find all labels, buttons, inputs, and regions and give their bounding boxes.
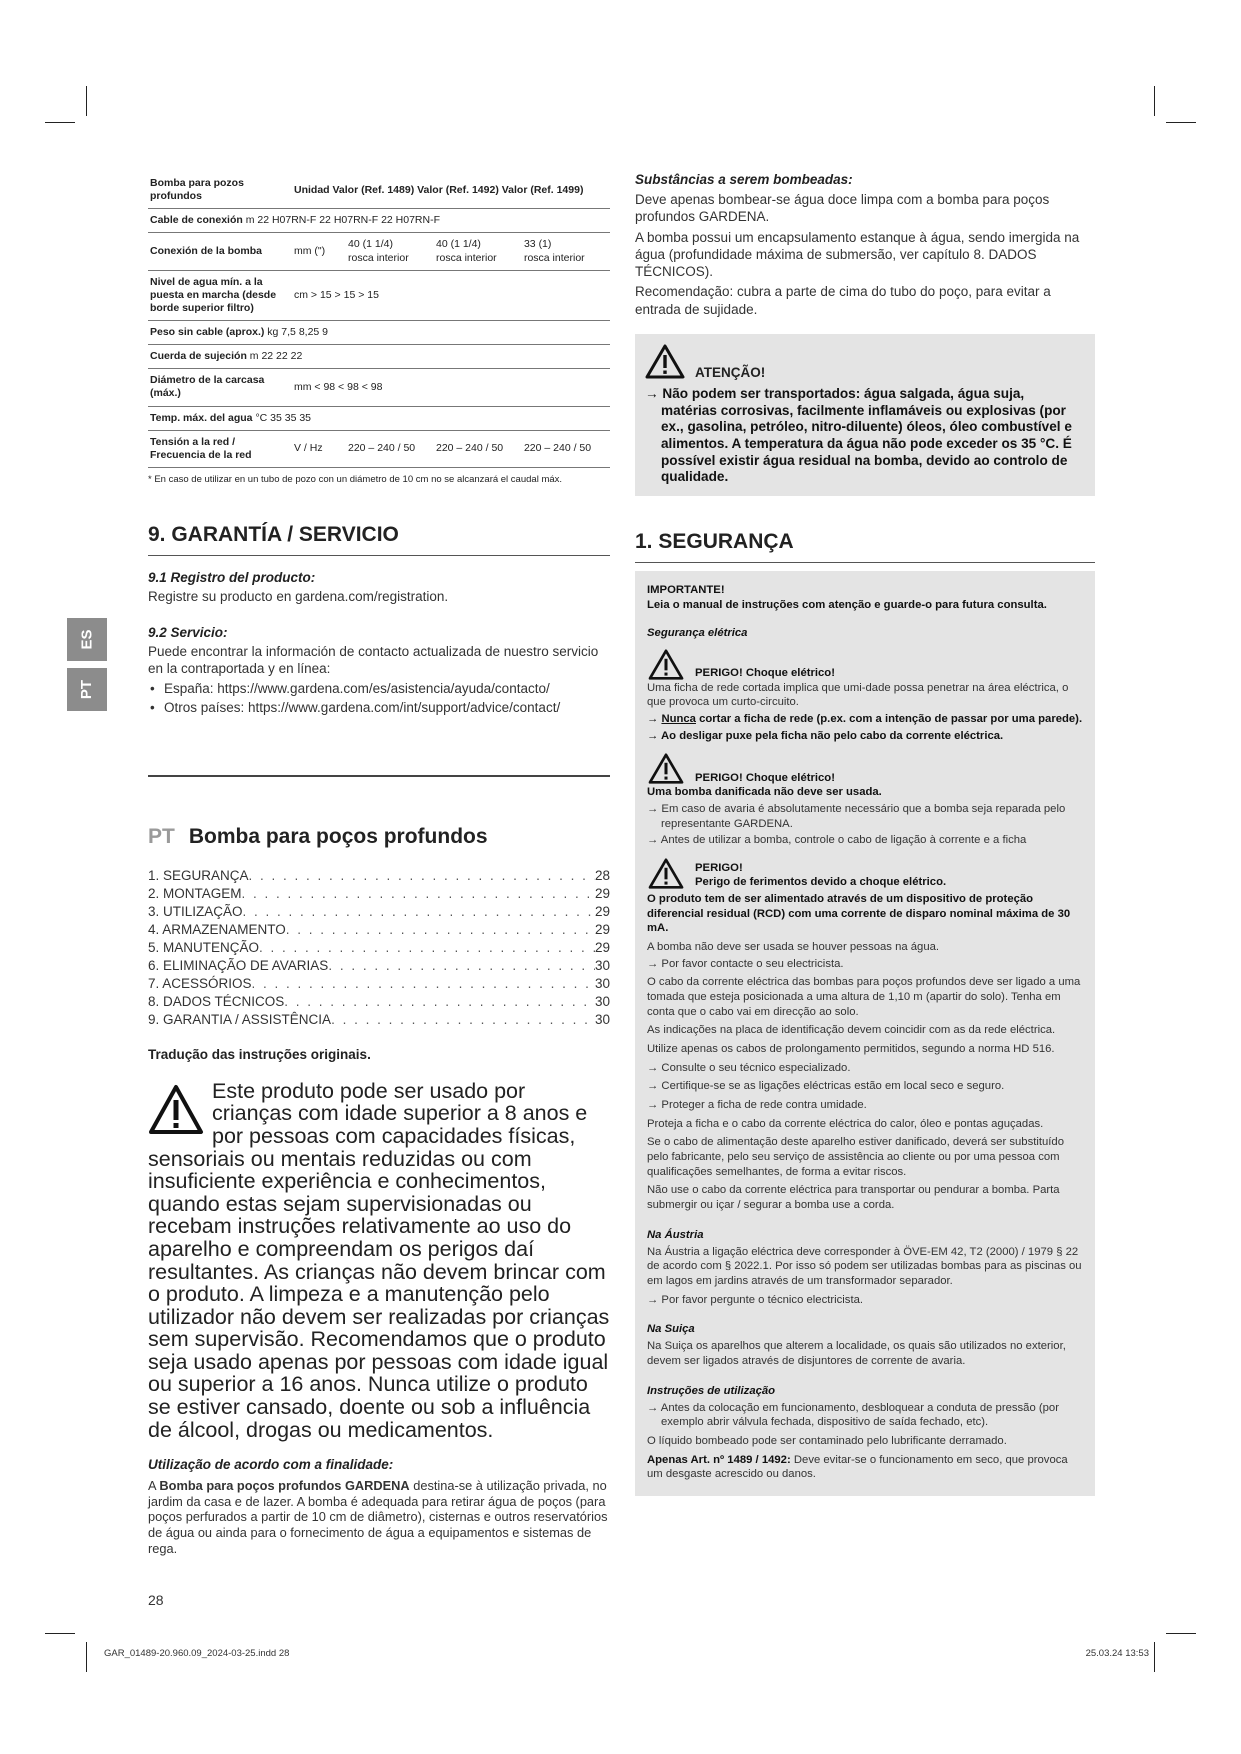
crop-mark [1166, 122, 1196, 123]
row-values: m 22 22 22 [249, 350, 303, 363]
table-row [148, 406, 610, 430]
danger2-title: PERIGO! Choque elétrico! [695, 771, 835, 784]
attention-title: ATENÇÃO! [695, 364, 766, 380]
row-unit: V / Hz [292, 430, 346, 467]
row-label: Tensión a la red / Frecuencia de la red [148, 430, 292, 467]
protect-humidity: → Proteger a ficha de rede contra umidade. [647, 1098, 867, 1111]
warning-triangle-icon [148, 1084, 204, 1136]
important-text: Leia o manual de instruções com atenção e guarde-o para futura consulta. [647, 598, 1047, 611]
austria-heading: Na Áustria [647, 1228, 704, 1241]
intended-use-body: destina-se à utilização privada, no jardim da casa e de lazer. A bomba é adequada para retirar água de poços (para poços perfurados a partir de 10 cm de diâmetro), cisternas e outros reservatórios de água ou ainda para o fornecimento de água a equipamentos e sistemas de rega. [148, 1478, 608, 1556]
toc-leader-dots [286, 921, 595, 939]
toc-leader-dots [259, 939, 595, 957]
service-bullet-other: • Otros países: https://www.gardena.com/int/support/advice/contact/ [148, 699, 610, 717]
toc-leader-dots [284, 993, 595, 1011]
toc-entry-label: 6. ELIMINAÇÃO DE AVARIAS [148, 957, 329, 973]
row-unit: mm (") [292, 233, 346, 270]
table-row [148, 321, 610, 345]
never-word: Nunca [661, 712, 696, 725]
danger2-subtitle: Uma bomba danificada não deve ser usada. [647, 786, 882, 799]
toc-entry-page: 30 [594, 1011, 610, 1027]
attention-box [635, 334, 1095, 496]
toc-entry-page: 29 [594, 903, 610, 919]
danger1-action1 [647, 712, 1083, 727]
table-row [148, 430, 610, 467]
toc-entry-label: 3. UTILIZAÇÃO [148, 903, 243, 919]
row-label: Nivel de agua mín. a la puesta en marcha (desde borde superior filtro) [148, 270, 292, 320]
toc-entry-page: 30 [594, 993, 610, 1009]
no-people-text: A bomba não deve ser usada se houver pessoas na água. [647, 940, 940, 953]
registration-heading: 9.1 Registro del producto: [148, 569, 316, 585]
crop-mark [45, 122, 75, 123]
electrical-safety-heading: Segurança elétrica [647, 626, 748, 639]
action-text: cortar a ficha de rede (p.ex. com a intenção de passar por uma parede). [695, 712, 1083, 725]
toc-entry[interactable] [148, 975, 610, 993]
danger3-subtitle: Perigo de ferimentos devido a choque elétrico. [695, 876, 947, 889]
danger-block-3 [647, 858, 1083, 890]
pt-product-title: Bomba para poços profundos [188, 824, 488, 848]
cable-height-text: O cabo da corrente eléctrica das bombas para poços profundos deve ser ligado a uma tomada que esteja posicionada a uma altura de 1,10 m (apartir do solo). Tenha em conta que o cabo vai em direcção ao solo. [647, 976, 1081, 1018]
crop-mark [1166, 1633, 1196, 1634]
service-text: Puede encontrar la información de contacto actualizada de nuestro servicio en la contraportada y en línea: [148, 644, 599, 677]
protect-plug-text: Proteja a ficha e o cabo da corrente eléctrica do calor, óleo e pontas aguçadas. [647, 1117, 1044, 1130]
row-value: 220 – 240 / 50 [522, 430, 610, 467]
pt-title [148, 825, 610, 849]
row-label: Cable de conexión [150, 214, 243, 227]
arrow-prefix: → [647, 712, 662, 725]
austria-action: → Por favor pergunte o técnico electricista. [647, 1293, 863, 1306]
row-values: °C 35 35 35 [255, 411, 312, 424]
crop-mark [86, 1642, 87, 1672]
row-value: 40 (1 1/4) [435, 238, 481, 251]
crop-mark [86, 86, 87, 116]
warning-triangle-icon [647, 753, 685, 785]
toc-entry-page: 29 [594, 921, 610, 937]
footer-date: 25.03.24 13:53 [1085, 1648, 1149, 1659]
row-values: kg 7,5 8,25 9 [267, 326, 329, 338]
row-label: Temp. máx. del agua [150, 411, 253, 424]
table-of-contents [148, 867, 610, 1029]
warning-triangle-icon [645, 344, 685, 380]
table-row [148, 369, 610, 406]
toc-leader-dots [331, 1011, 595, 1029]
service-bullet-spain: • España: https://www.gardena.com/es/asistencia/ayuda/contacto/ [148, 680, 610, 698]
registration-text: Registre su producto en gardena.com/registration. [148, 588, 449, 604]
toc-entry-label: 1. SEGURANÇA [148, 867, 249, 883]
row-label: Peso sin cable (aprox.) [150, 326, 265, 338]
left-column [148, 172, 610, 1556]
toc-entry-label: 2. MONTAGEM [148, 885, 242, 901]
intended-use-prefix: A [148, 1478, 160, 1494]
table-row [148, 233, 610, 270]
toc-entry-label: 4. ARMAZENAMENTO [148, 921, 286, 937]
language-tab-es[interactable]: ES [67, 618, 107, 661]
toc-entry-page: 30 [594, 975, 610, 991]
table-footnote: * En caso de utilizar en un tubo de pozo con un diámetro de 10 cm no se alcanzará el caudal máx. [148, 473, 563, 485]
dry-connections: → Certifique-se se as ligações eléctricas estão em local seco e seguro. [647, 1080, 1005, 1093]
dry-run-text [647, 1453, 1083, 1482]
toc-entry[interactable] [148, 885, 610, 903]
attention-text: → Não podem ser transportados: água salgada, água suja, matérias corrosivas, facilmente inflamáveis ou explosivas (por ex., gasolina, petróleo, nitro-diluente) óleos, óleo combustível e alimentos. A temperatura da água não pode exceder os 35 °C. É possível existir água residual na bomba, devido ao controlo de qualidade. [645, 385, 1072, 485]
row-value: 40 (1 1/4) [348, 238, 393, 251]
toc-leader-dots [252, 975, 595, 993]
toc-entry[interactable] [148, 903, 610, 921]
intended-use-text [148, 1478, 610, 1556]
child-safety-text: Este produto pode ser usado por crianças com idade superior a 8 anos e por pessoas com capacidades físicas, sensoriais ou mentais reduzidas ou com insuficiente experiência e conhecimentos, quando estas sejam supervisionadas ou recebam instruções relativamente ao uso do aparelho e compreendam os perigos daí resultantes. As crianças não devem brincar com o produto. A limpeza e a manutenção pelo utilizador não devem ser realizadas por crianças sem supervisão. Recomendamos que o produto seja usado apenas por pessoas com idade igual ou superior a 16 anos. Nunca utilize o produto se estiver cansado, doente ou sob a influência de álcool, drogas ou medicamentos. [148, 1078, 610, 1442]
toc-entry-page: 29 [594, 939, 610, 955]
table-row [148, 209, 610, 233]
toc-entry[interactable] [148, 1011, 610, 1029]
transport-cable-text: Não use o cabo da corrente eléctrica para transportar ou pendurar a bomba. Parta submergir ou içar / segurar a bomba use a corda. [647, 1184, 1060, 1211]
page-number: 28 [148, 1592, 164, 1608]
toc-entry-label: 8. DADOS TÉCNICOS [148, 993, 285, 1009]
crop-mark [1154, 86, 1155, 116]
table-row [148, 270, 610, 320]
toc-leader-dots [242, 885, 595, 903]
footer-file-name: GAR_01489-20.960.09_2024-03-25.indd 28 [104, 1648, 290, 1659]
damaged-cable-text: Se o cabo de alimentação deste aparelho estiver danificado, deverá ser substituído pelo fabricante, pelo seu serviço de assistência ao cliente ou por uma pessoa com qualificações semelhantes, de forma a evitar riscos. [647, 1136, 1064, 1178]
dry-run-articles: Apenas Art. nº 1489 / 1492: [647, 1453, 791, 1466]
warning-triangle-icon [647, 858, 685, 890]
danger2-action1: → Em caso de avaria é absolutamente necessário que a bomba seja reparada pelo representante GARDENA. [647, 802, 1066, 830]
contact-electrician: → Por favor contacte o seu electricista. [647, 957, 844, 970]
austria-text: Na Áustria a ligação eléctrica deve corresponder à ÖVE-EM 42, T2 (2000) / 1979 § 22 de acordo com § 2022.1. Por isso só podem ser utilizadas bombas para as piscinas ou em lagos em jardins através de um transformador separador. [647, 1245, 1082, 1287]
substances-p3: Recomendação: cubra a parte de cima do tubo do poço, para evitar a entrada de sujidade. [635, 284, 1051, 317]
operating-instructions-heading: Instruções de utilização [647, 1384, 776, 1397]
toc-entry-label: 7. ACESSÓRIOS [148, 975, 252, 991]
lubricant-text: O líquido bombeado pode ser contaminado pelo lubrificante derramado. [647, 1435, 1007, 1448]
right-column [635, 172, 1095, 1496]
table-header-product: Bomba para pozos profundos [148, 172, 292, 209]
safety-box [635, 571, 1095, 1496]
language-tab-pt[interactable]: PT [67, 668, 107, 711]
toc-entry-label: 5. MANUTENÇÃO [148, 939, 260, 955]
row-values: cm > 15 > 15 > 15 [292, 270, 610, 320]
row-value: 220 – 240 / 50 [346, 430, 434, 467]
instructions-action: → Antes da colocação em funcionamento, desbloquear a conduta de pressão (por exemplo abrir válvula fechada, dispositivo de saída fechado, etc). [647, 1401, 1059, 1429]
toc-entry[interactable] [148, 867, 610, 885]
table-header-values: Unidad Valor (Ref. 1489) Valor (Ref. 1492) Valor (Ref. 1499) [292, 172, 610, 209]
toc-leader-dots [249, 867, 595, 885]
warranty-heading: 9. GARANTÍA / SERVICIO [148, 523, 610, 556]
toc-entry-label: 9. GARANTIA / ASSISTÊNCIA [148, 1011, 332, 1027]
row-label: Conexión de la bomba [148, 233, 292, 270]
danger-block-1 [647, 649, 1083, 681]
translation-note: Tradução das instruções originais. [148, 1046, 371, 1062]
table-row [148, 345, 610, 369]
table-header-row [148, 172, 610, 209]
danger1-text: Uma ficha de rede cortada implica que umi-dade possa penetrar na área eléctrica, o que provoca um curto-circuito. [647, 681, 1069, 709]
safety-heading: 1. SEGURANÇA [635, 530, 1095, 563]
danger1-title: PERIGO! Choque elétrico! [695, 666, 835, 679]
toc-entry[interactable] [148, 957, 610, 975]
row-value: 220 – 240 / 50 [434, 430, 522, 467]
danger3-title: PERIGO! [695, 861, 743, 874]
row-label: Diámetro de la carcasa (máx.) [148, 369, 292, 406]
intended-use-product: Bomba para poços profundos GARDENA [159, 1478, 410, 1494]
technical-data-table [148, 172, 610, 468]
substances-p2: A bomba possui um encapsulamento estanque à água, sendo imergida na água (profundidade máxima de submersão, ver capítulo 8. DADOS TÉCNICOS). [635, 229, 1080, 280]
row-value: 33 (1) [523, 238, 552, 251]
row-value: rosca interior [435, 251, 497, 264]
rcd-text: O produto tem de ser alimentado através de um dispositivo de proteção diferencial residual (RCD) com uma corrente de disparo nominal máxima de 30 mA. [647, 892, 1071, 935]
dry-run-body: Deve evitar-se o funcionamento em seco, que provoca um desgaste acrescido ou danos. [647, 1453, 1068, 1481]
toc-leader-dots [243, 903, 595, 921]
row-value: rosca interior [348, 251, 409, 264]
toc-entry-page: 29 [594, 885, 610, 901]
rating-plate-text: As indicações na placa de identificação devem coincidir com as da rede eléctrica. [647, 1024, 1056, 1037]
intended-use-heading: Utilização de acordo com a finalidade: [148, 1457, 394, 1473]
service-heading: 9.2 Servicio: [148, 625, 228, 641]
row-label: Cuerda de sujeción [150, 350, 247, 363]
toc-entry[interactable] [148, 993, 610, 1011]
danger-block-2 [647, 753, 1083, 785]
consult-technician: → Consulte o seu técnico especializado. [647, 1061, 851, 1074]
toc-entry[interactable] [148, 921, 610, 939]
toc-leader-dots [328, 957, 595, 975]
danger1-action2: → Ao desligar puxe pela ficha não pelo cabo da corrente eléctrica. [647, 729, 1004, 742]
warning-triangle-icon [647, 649, 685, 681]
important-title: IMPORTANTE! [647, 584, 725, 597]
substances-p1: Deve apenas bombear-se água doce limpa com a bomba para poços profundos GARDENA. [635, 192, 1050, 225]
switzerland-text: Na Suiça os aparelhos que alterem a localidade, os quais são utilizados no exterior, devem ser ligados através de disjuntores de corrente de avaria. [647, 1340, 1066, 1368]
switzerland-heading: Na Suiça [647, 1323, 695, 1336]
toc-entry-page: 28 [594, 867, 610, 883]
row-values: mm < 98 < 98 < 98 [292, 369, 610, 406]
child-safety-warning [148, 1080, 610, 1442]
toc-entry[interactable] [148, 939, 610, 957]
crop-mark [45, 1633, 75, 1634]
toc-entry-page: 30 [594, 957, 610, 973]
substances-heading: Substâncias a serem bombeadas: [635, 172, 853, 187]
danger2-action2: → Antes de utilizar a bomba, controle o cabo de ligação à corrente e a ficha [647, 834, 1027, 847]
extension-cable-text: Utilize apenas os cabos de prolongamento permitidos, segundo a norma HD 516. [647, 1042, 1055, 1055]
crop-mark [1154, 1642, 1155, 1672]
row-value: rosca interior [523, 251, 585, 264]
pt-language-code: PT [148, 824, 175, 848]
row-values: m 22 H07RN-F 22 H07RN-F 22 H07RN-F [245, 214, 441, 227]
